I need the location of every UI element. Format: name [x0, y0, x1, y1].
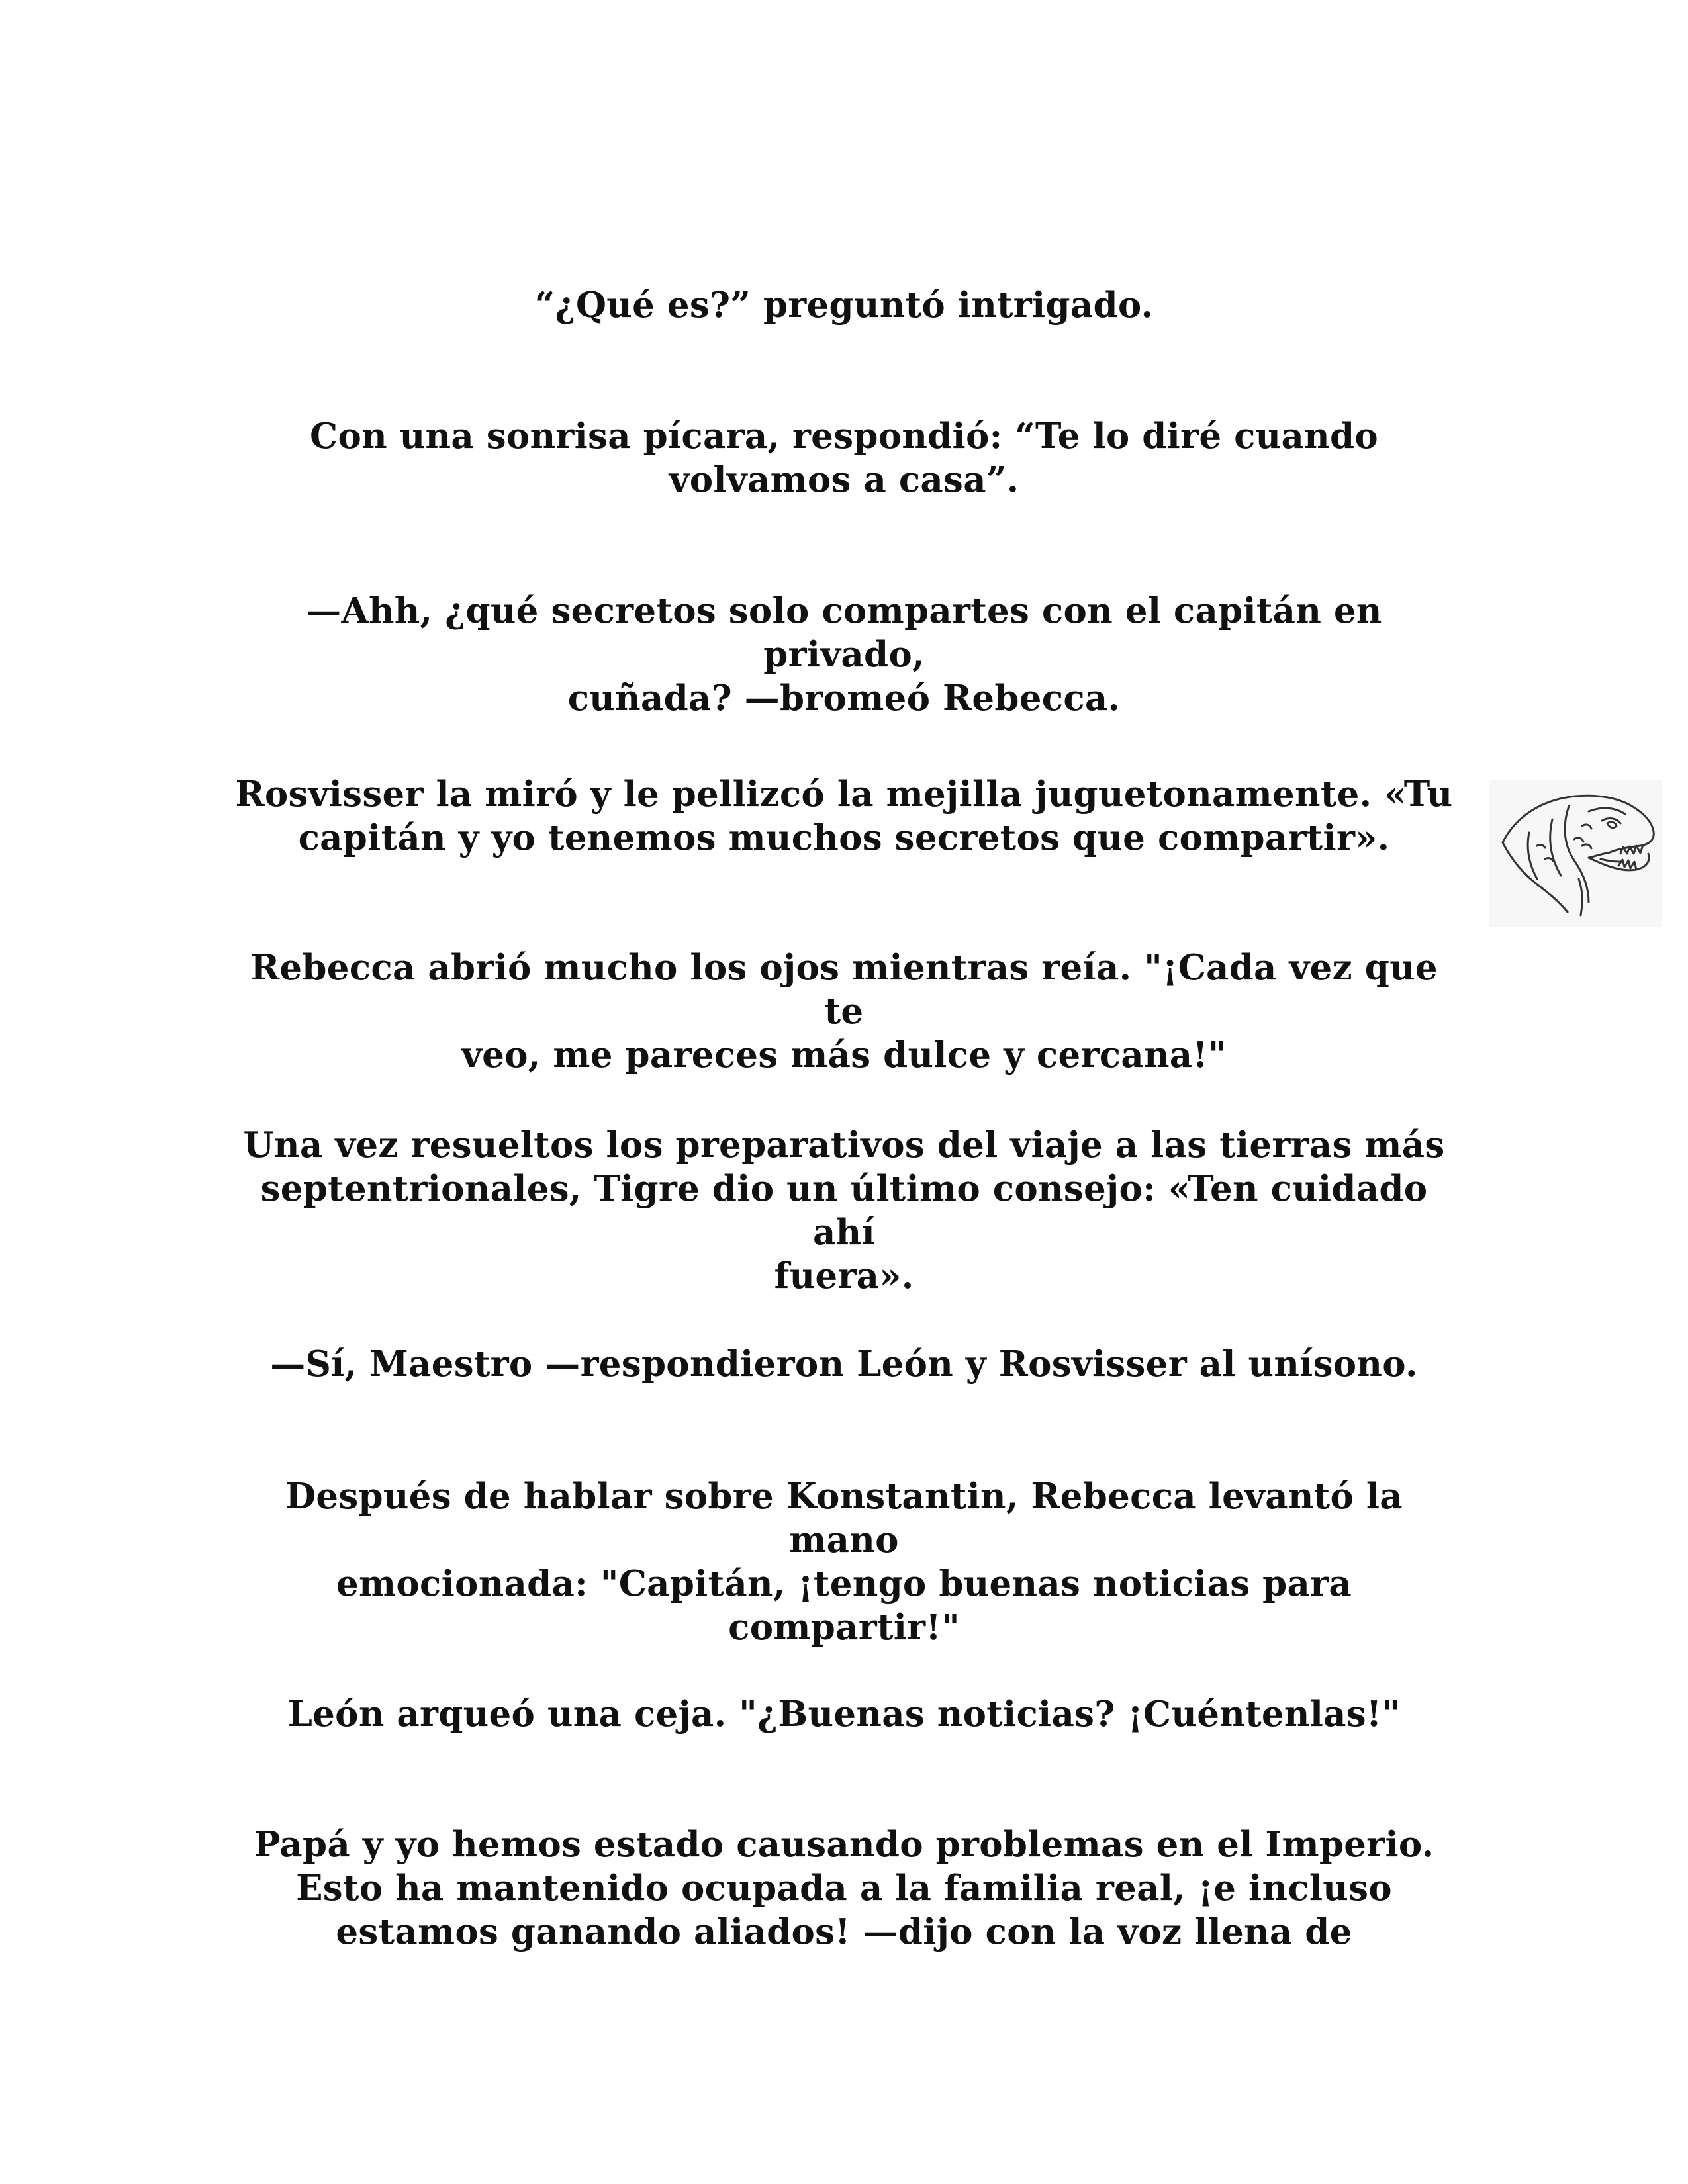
paragraph-text: Rosvisser la miró y le pellizcó la mejilla juguetonamente. «Tu capitán y yo tenemos muchos secretos que compartir». [235, 774, 1453, 858]
paragraph-text: —Sí, Maestro —respondieron León y Rosvisser al unísono. [270, 1343, 1418, 1385]
paragraph-5 [225, 946, 1463, 1077]
dinosaur-head-sketch-icon [1489, 780, 1662, 927]
paragraph-8 [225, 1475, 1463, 1649]
paragraph-9 [225, 1692, 1463, 1736]
paragraph-6 [225, 1123, 1463, 1298]
paragraph-text: Con una sonrisa pícara, respondió: “Te lo diré cuando volvamos a casa”. [310, 416, 1378, 500]
paragraph-4 [225, 772, 1463, 860]
paragraph-text: León arqueó una ceja. "¿Buenas noticias? ¡Cuéntenlas!" [287, 1694, 1401, 1735]
paragraph-2 [225, 414, 1463, 502]
paragraph-text: Papá y yo hemos estado causando problemas en el Imperio. Esto ha mantenido ocupada a la familia real, ¡e incluso estamos ganando aliados! —dijo con la voz llena de [254, 1824, 1434, 1952]
paragraph-3 [225, 589, 1463, 720]
paragraph-text: Rebecca abrió mucho los ojos mientras reía. "¡Cada vez que te veo, me pareces más dulce y cercana!" [250, 947, 1438, 1075]
paragraph-text: —Ahh, ¿qué secretos solo compartes con el capitán en privado, cuñada? —bromeó Rebecca. [306, 590, 1382, 719]
paragraph-10 [225, 1823, 1463, 1954]
paragraph-text: Una vez resueltos los preparativos del viaje a las tierras más septentrionales, Tigre dio un último consejo: «Ten cuidado ahí fuera». [243, 1124, 1445, 1297]
paragraph-text: Después de hablar sobre Konstantin, Rebecca levantó la mano emocionada: "Capitán, ¡tengo buenas noticias para compartir!" [285, 1476, 1403, 1648]
paragraph-text: “¿Qué es?” preguntó intrigado. [534, 285, 1154, 326]
paragraph-1 [225, 283, 1463, 327]
paragraph-7 [225, 1342, 1463, 1386]
